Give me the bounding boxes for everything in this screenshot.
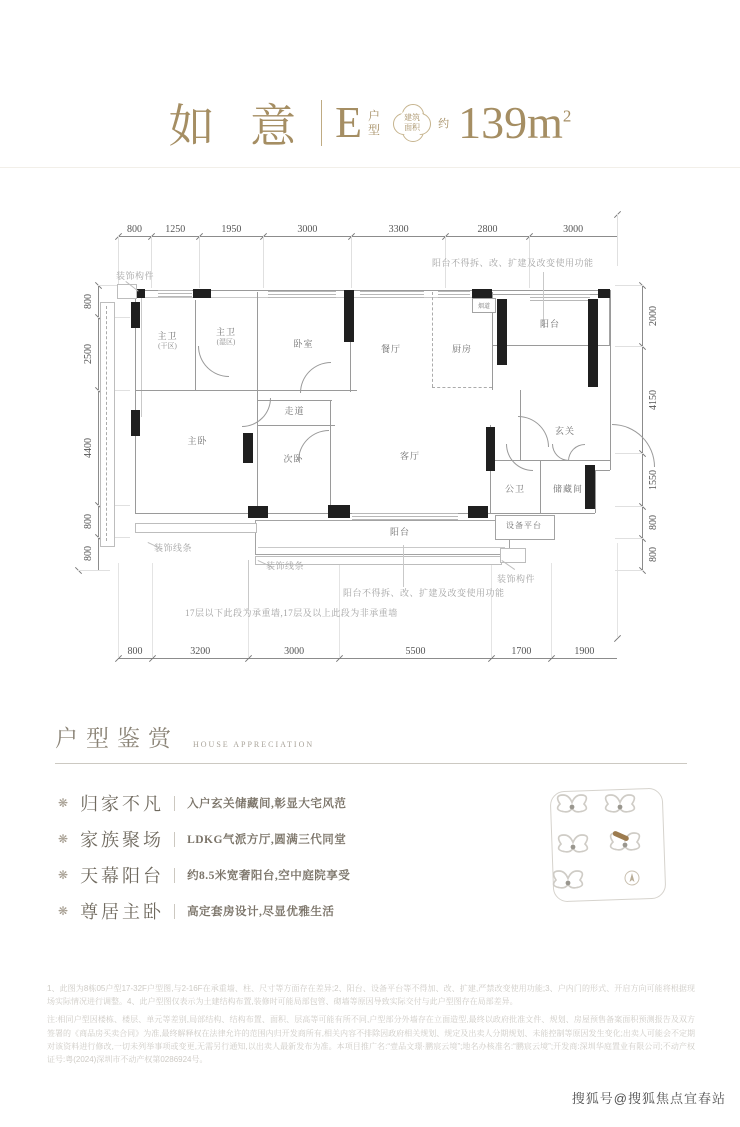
room-label-living: 客厅: [399, 451, 420, 461]
item-desc: 约8.5米宽奢阳台,空中庭院享受: [187, 870, 351, 882]
door-arc: [300, 362, 331, 393]
balcony-rail: [258, 547, 505, 548]
dim-value: 800: [82, 514, 94, 530]
appreciation-item: [58, 864, 350, 886]
door-arc: [568, 444, 585, 461]
appreciation-title: [55, 720, 314, 753]
dim-segment: [78, 538, 98, 570]
dim-segment: [340, 638, 491, 658]
decor-strip-line: [106, 306, 107, 541]
window: [438, 291, 470, 298]
dim-value: 2000: [647, 305, 659, 326]
note-balcony-bottom: 阳台不得拆、改、扩建及改变使用功能: [343, 588, 505, 598]
room-label-second-bedroom: 次卧: [283, 454, 304, 464]
dimension-col-left: [78, 285, 99, 570]
suffix-top: 户: [368, 108, 381, 123]
dim-segment: [643, 285, 663, 347]
wall-black: [598, 289, 610, 298]
badge-line2: 面积: [404, 123, 421, 132]
appreciation-item: [58, 828, 350, 850]
dim-value: 5500: [405, 646, 426, 657]
dim-value: 3000: [284, 646, 305, 657]
unit-name: 如 意: [168, 101, 309, 152]
item-desc: 高定套房设计,尽显优雅生活: [187, 906, 335, 918]
dim-segment: [199, 214, 263, 236]
dimension-row-top: [118, 214, 617, 237]
dim-value: 3300: [388, 224, 409, 235]
extension-line: [152, 563, 153, 658]
sliding-door: [352, 513, 458, 520]
room-name: 主卫: [215, 327, 236, 337]
dim-value: 800: [127, 224, 143, 235]
decor-line-strip: [135, 523, 257, 533]
extension-line: [615, 570, 643, 571]
dim-value: 800: [647, 546, 659, 562]
leader-line: [248, 560, 249, 610]
wall-black: [193, 289, 211, 298]
room-label-storage: 储藏间: [552, 484, 583, 494]
door-arc: [198, 346, 229, 377]
item-desc: LDKG气派方厅,圆满三代同堂: [187, 834, 347, 846]
room-label-balcony-bottom: 阳台: [389, 527, 410, 537]
dim-segment: [529, 214, 617, 236]
area-value: 139m: [458, 97, 563, 148]
approx-label: 约: [438, 118, 450, 130]
item-divider: [174, 904, 175, 919]
room-sub: (干区): [158, 342, 177, 351]
decor-component-box: [117, 284, 137, 299]
dim-value: 3000: [563, 224, 584, 235]
wall-black: [328, 505, 350, 518]
appreciation-title-en: HOUSE APPRECIATION: [193, 740, 315, 749]
dim-segment: [263, 214, 351, 236]
room-label-corridor: 走道: [284, 406, 305, 416]
unit-type-letter: E: [335, 98, 363, 147]
extension-line: [617, 214, 618, 266]
room-name: 主卫: [157, 331, 178, 341]
dimension-col-right: [642, 285, 663, 570]
item-label: 尊居主卧: [80, 902, 165, 922]
dim-segment: [643, 538, 663, 570]
extension-line: [491, 563, 492, 658]
dim-value: 4400: [82, 438, 94, 459]
appreciation-list: [58, 792, 350, 922]
room-label-master-bath-wet: [195, 326, 257, 348]
dim-value: 2800: [477, 224, 498, 235]
window: [158, 290, 192, 297]
extension-line: [351, 236, 352, 288]
dim-segment: [446, 214, 529, 236]
extension-line: [615, 285, 643, 286]
room-label-balcony-top: 阳台: [539, 319, 560, 329]
extension-line: [615, 538, 643, 539]
dim-segment: [151, 214, 199, 236]
room-label-equipment-platform: 设备平台: [506, 521, 542, 530]
dim-segment: [78, 391, 98, 506]
dim-segment: [351, 214, 446, 236]
dim-value: 800: [82, 546, 94, 562]
room-sub: (湿区): [216, 338, 236, 347]
extension-line: [263, 236, 264, 288]
dim-value: 1550: [647, 470, 659, 491]
badge-line1: 建筑: [404, 113, 421, 122]
dim-value: 800: [647, 514, 659, 530]
window: [268, 291, 336, 298]
disclaimer: [47, 982, 695, 1071]
dim-value: 4150: [647, 390, 659, 411]
suffix-bottom: 型: [368, 123, 381, 137]
kitchen-open-boundary: [432, 387, 492, 388]
flower-bullet-icon: ❋: [58, 831, 69, 846]
extension-line: [199, 236, 200, 288]
room-label-master-bath-dry: [140, 330, 195, 352]
item-desc: 入户玄关储藏间,彰显大宅风范: [187, 798, 347, 810]
decor-strip: [100, 302, 115, 547]
note-decor-line-mid: 装饰线条: [266, 561, 305, 571]
wall-black: [131, 302, 140, 328]
dim-segment: [118, 638, 152, 658]
room-label-kitchen: 厨房: [451, 344, 472, 354]
dim-segment: [491, 638, 552, 658]
appreciation-rule: [55, 763, 687, 764]
flower-bullet-icon: ❋: [58, 795, 69, 810]
flower-bullet-icon: ❋: [58, 903, 69, 918]
watermark: 搜狐号@搜狐焦点宜春站: [571, 1091, 726, 1106]
dim-segment: [118, 214, 151, 236]
wall-black: [131, 410, 140, 436]
kitchen-open-boundary: [432, 292, 433, 387]
wall: [141, 297, 142, 417]
dim-value: 1700: [511, 646, 532, 657]
window: [360, 291, 424, 298]
room-label-dining: 餐厅: [380, 344, 401, 354]
room-label-flue: 烟道: [472, 298, 496, 313]
extension-line: [615, 506, 643, 507]
extension-line: [118, 563, 119, 658]
area-sup: 2: [562, 106, 572, 126]
item-divider: [174, 832, 175, 847]
door-arc: [506, 444, 533, 471]
dim-segment: [643, 506, 663, 538]
appreciation-title-zh: 户型鉴赏: [55, 726, 179, 751]
dim-segment: [248, 638, 340, 658]
wall-black: [344, 290, 354, 342]
dimension-row-bottom: [118, 638, 617, 659]
dim-value: 3000: [297, 224, 318, 235]
wall: [257, 425, 335, 426]
disclaimer-line1: 1、此图为8栋05户型17-32F户型图,与2-16F在承重墙、柱、尺寸等方面存在差异;2、阳台、设备平台等不得加、改、扩建,严禁改变使用功能;3、户内门的形式、开启方向可能将根据现场实际情况进行调整。4、此户型图仅表示为土建结构布置,装修时可能局部包管、砌墙等原因导致实际交付与此户型图存在局部差异。: [47, 984, 695, 1007]
wall: [610, 290, 611, 470]
room-label-public-bath: 公卫: [504, 484, 525, 494]
dim-value: 800: [127, 646, 143, 657]
dim-value: 1250: [165, 224, 186, 235]
wall-black: [497, 299, 507, 365]
flower-bullet-icon: ❋: [58, 867, 69, 882]
dim-segment: [643, 347, 663, 454]
dim-value: 1950: [221, 224, 242, 235]
wall-black: [588, 299, 598, 387]
extension-line: [78, 570, 110, 571]
room-label-master-bedroom: 主卧: [187, 436, 208, 446]
dim-value: 800: [82, 293, 94, 309]
door-arc: [552, 444, 569, 461]
wall: [595, 470, 610, 471]
item-label: 归家不凡: [80, 794, 165, 814]
note-decor-component-bottom: 装饰构件: [497, 574, 536, 584]
dim-segment: [78, 285, 98, 317]
note-decor-line-left: 装饰线条: [154, 543, 193, 553]
room-label-foyer: 玄关: [554, 426, 575, 436]
extension-line: [615, 346, 643, 347]
item-label: 天幕阳台: [80, 866, 165, 886]
appreciation-item: [58, 900, 350, 922]
item-divider: [174, 868, 175, 883]
dim-segment: [552, 638, 617, 658]
wall: [490, 460, 610, 461]
wall-black: [468, 506, 488, 518]
dim-value: 2500: [82, 344, 94, 365]
note-decor-component-top: 装饰构件: [116, 271, 155, 281]
dim-segment: [152, 638, 248, 658]
appreciation-item: [58, 792, 350, 814]
wall-black: [486, 427, 495, 471]
window: [530, 294, 590, 301]
wall-black: [248, 506, 268, 518]
note-balcony-top: 阳台不得拆、改、扩建及改变使用功能: [432, 258, 594, 268]
wall-black: [472, 289, 492, 298]
note-load-bearing: 17层以下此段为承重墙,17层及以上此段为非承重墙: [185, 608, 398, 618]
room-label-bedroom: 卧室: [293, 339, 314, 349]
leader-line: [403, 545, 404, 587]
item-label: 家族聚场: [80, 830, 165, 850]
item-divider: [174, 796, 175, 811]
site-mini-map: [546, 780, 674, 912]
dim-value: 3200: [190, 646, 211, 657]
extension-line: [617, 543, 618, 638]
dim-segment: [78, 317, 98, 391]
disclaimer-line2: 注:相同户型因楼栋、楼层、单元等差别,局部结构、结构布置、面积、层高等可能有所不同,户型部分外墙存在立面造型,最终以政府批准文件、规划、房屋预售备案面积预测报告及双方签署的《商品房买卖合同》为准,最终解释权在法律允许的范围内归开发商所有,相关内容不排除因政府相关规划、规定及出卖人分期规划、未能控制等原因发生变化;出卖人可能会不定期对该资料进行修改,一切未列举事项或变更,无需另行通知,以出卖人最新发布为准。本项目推广名:“壹品文璟·鹏宸云境”;地名办核准名:“鹏宸云境”;开发商:深圳华庭置业有限公司;不动产权证号:粤(2024)深圳市不动产权第0286924号。: [47, 1015, 695, 1064]
extension-line: [551, 563, 552, 658]
dim-value: 1900: [574, 646, 595, 657]
